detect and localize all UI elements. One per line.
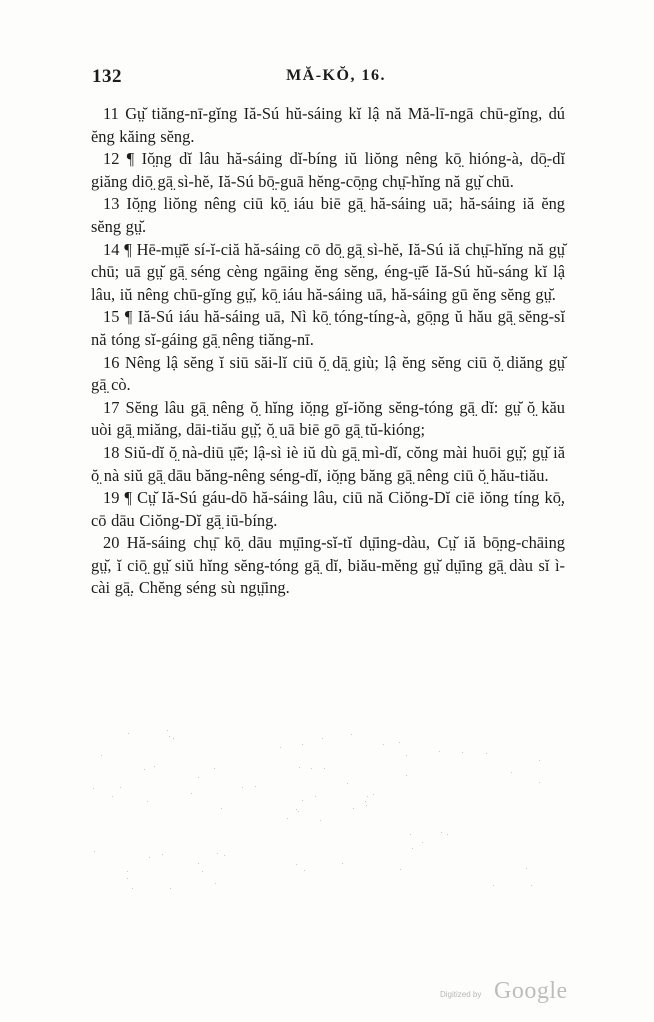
speckle (169, 736, 170, 737)
digitized-watermark (440, 980, 580, 1006)
speckle (353, 808, 354, 809)
verse-12: 12 ¶ Iŏ̤ng dĭ lâu hă-sáing dĭ-bíng iŭ liŏng nêng kō̤ hióng-à, dō̤-dĭ giăng diō̤ gā̤ sì-hĕ, Iă-Sú bō̤-guā hĕng-cō̤ng chṳ̄-hĭng nă gṳ̆ chū. (91, 149, 565, 191)
speckle (422, 842, 423, 843)
speckle (94, 851, 95, 852)
speckle (539, 782, 540, 783)
speckle (167, 730, 168, 731)
speckle (214, 768, 215, 769)
verse-15: 15 ¶ Iă-Sú iáu hă-sáing uā, Nì kō̤ tóng-tíng-à, gō̤ng ŭ hău gā̤ sĕng-sĭ nă tóng sĭ-gáing gā̤ nêng tiăng-nī. (91, 307, 565, 349)
speckle (373, 794, 374, 795)
digitized-label: Digitized by (440, 990, 482, 999)
speckle (324, 768, 325, 769)
speckle (439, 751, 440, 752)
speckle (149, 857, 150, 858)
speckle (287, 818, 288, 819)
speckle (217, 853, 218, 854)
verse-18: 18 Siŭ-dĭ ŏ̤ nà-diū ṳ̄ĕ; lậ-sì iè iŭ dù gā̤ mì-dĭ, cŏng mài huōi gṳ̆; gṳ̆ iă ŏ̤ nà siŭ gā̤ dāu băng-nêng séng-dĭ, iŏ̤ng băng gā̤ nêng ciū ŏ̤ hău-tiău. (91, 442, 565, 485)
verse-block (91, 103, 565, 600)
speckle (526, 868, 527, 869)
verse-13: 13 Iŏ̤ng liŏng nêng ciū kō̤ iáu biē gā̤ hă-sáing uā; hă-sáing iă ĕng sĕng gṳ̆. (91, 194, 565, 236)
speckle (280, 747, 281, 748)
verse-11: 11 Gṳ̆ tiăng-nī-gĭng Iă-Sú hŭ-sáing kĭ lậ nă Mă-lī-ngā chū-gĭng, dú ĕng kăing sĕng. (91, 104, 565, 146)
speckle (299, 767, 300, 768)
speckle (198, 863, 199, 864)
speckle (367, 796, 368, 797)
speckle (162, 854, 163, 855)
verse-17: 17 Sĕng lâu gā̤ nêng ŏ̤ hĭng iŏ̤ng gĭ-iŏng sĕng-tóng gā̤ dĭ: gṳ̆ ŏ̤ kău uòi gā̤ miăng, dāi-tiău gṳ̆; ŏ̤ uā biē gō gā̤ tŭ-kióng; (91, 397, 565, 440)
speckle (170, 888, 171, 889)
speckle (447, 834, 448, 835)
verse-20: 20 Hă-sáing chṳ̄ kō̤ dāu mṳ̄ing-sĭ-tĭ dṳ̄ing-dàu, Cṳ̆ iă bō̤ng-chāing gṳ̆, ĭ ciō̤ gṳ̆ siŭ hĭng sĕng-tóng gā̤ dĭ, biău-mĕng gṳ̆ dṳ̄ing gā̤ dàu sĭ ì-cài gā̤. Chĕng séng sù ngṳ̄ing. (91, 533, 565, 598)
speckle (147, 801, 148, 802)
speckle (365, 801, 366, 802)
page-header (92, 66, 562, 92)
speckle (127, 878, 128, 879)
speckle (224, 855, 225, 856)
verse-19: 19 ¶ Cṳ̆ Iă-Sú gáu-dō hă-sáing lâu, ciū nă Ciŏng-Dĭ ciē iŏng tíng kō̤, cō dāu Ciŏng-Dĭ gā̤ iū-bíng. (91, 488, 565, 530)
speckle (154, 766, 155, 767)
speckle (215, 883, 216, 884)
speckle (486, 753, 487, 754)
speckle (531, 885, 532, 886)
speckle (441, 832, 442, 833)
speckle (315, 796, 316, 797)
speckle (132, 888, 133, 889)
speckle (400, 869, 401, 870)
speckle (322, 738, 323, 739)
speckle (406, 775, 407, 776)
speckle (493, 885, 494, 886)
speckle (302, 800, 303, 801)
speckle (112, 796, 113, 797)
speckle (127, 871, 128, 872)
speckle (298, 811, 299, 812)
speckle (462, 752, 463, 753)
speckle (93, 788, 94, 789)
speckle (144, 769, 145, 770)
speckle (120, 787, 121, 788)
speckle (242, 787, 243, 788)
speckle (202, 871, 203, 872)
speckle (351, 734, 352, 735)
speckle (191, 793, 192, 794)
page-number: 132 (92, 66, 122, 87)
speckle (255, 786, 256, 787)
speckle (383, 744, 384, 745)
speckle (198, 777, 199, 778)
running-head: MĂ-KŎ, 16. (286, 67, 386, 84)
speckle (296, 809, 297, 810)
speckle (320, 820, 321, 821)
speckle (511, 772, 512, 773)
speckle (406, 755, 407, 756)
speckle (302, 744, 303, 745)
speckle (342, 863, 343, 864)
speckle (173, 738, 174, 739)
speckle (347, 783, 348, 784)
verse-16: 16 Nêng lậ sĕng ĭ siū săi-lĭ ciū ŏ̤ dā̤ giù; lậ ĕng sĕng ciū ŏ̤ diăng gṳ̆ gā̤ cò. (91, 352, 565, 395)
speckle (412, 848, 413, 849)
speckle (101, 755, 102, 756)
speckle (399, 742, 400, 743)
speckle (410, 834, 411, 835)
speckle (304, 870, 305, 871)
speckle (539, 760, 540, 761)
verse-14: 14 ¶ Hē-mṳ̄ĕ sí-ĭ-ciă hă-sáing cō dō̤ gā̤ sì-hĕ, Iă-Sú iă chṳ̄-hĭng nă gṳ̆ chū; uā gṳ̆ gā̤ séng cèng ngāing ĕng sĕng, éng-ṳ̄ĕ Iă-Sú hŭ-sáng kĭ lậ lâu, iŭ nêng chū-gĭng gṳ̆, kō̤ iáu hă-sáing uā, hă-sáing gū ĕng sĕng gṳ̆. (91, 239, 565, 304)
google-logo: Google (494, 978, 568, 1004)
speckle (128, 733, 129, 734)
speckle (296, 864, 297, 865)
speckle (311, 768, 312, 769)
speckle (366, 805, 367, 806)
speckle (221, 808, 222, 809)
